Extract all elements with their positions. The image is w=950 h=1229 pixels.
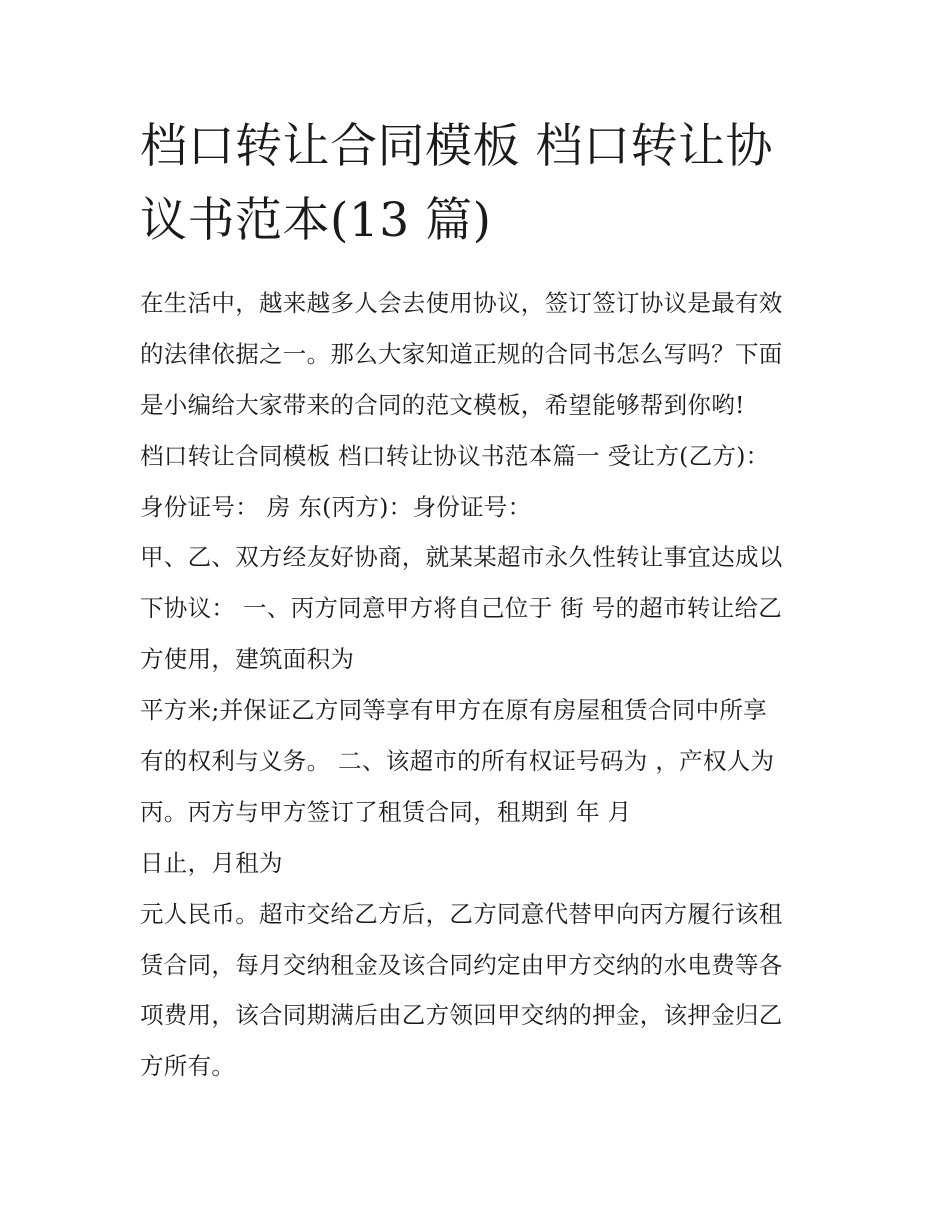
body-line: 是小编给大家带来的合同的范文模板，希望能够帮到你哟!: [140, 390, 745, 419]
body-line: 方所有。: [140, 1052, 236, 1081]
document-title: [140, 110, 820, 258]
title-line-2: 议书范本(13 篇): [140, 193, 492, 248]
body-line: 丙。丙方与甲方签订了租赁合同，租期到 年 月: [140, 797, 632, 826]
body-line: 方使用，建筑面积为: [140, 645, 355, 674]
body-line: 下协议： 一、丙方同意甲方将自己位于 街 号的超市转让给乙: [140, 594, 783, 623]
body-line: 档口转让合同模板 档口转让协议书范本篇一 受让方(乙方)：: [140, 441, 770, 470]
body-line: 日止，月租为: [140, 848, 283, 877]
body-line: 身份证号： 房 东(丙方)：身份证号：: [140, 492, 532, 521]
body-line: 赁合同，每月交纳租金及该合同约定由甲方交纳的水电费等各: [140, 950, 783, 979]
body-line: 项费用，该合同期满后由乙方领回甲交纳的押金，该押金归乙: [140, 1001, 783, 1030]
document-body: [140, 278, 830, 1092]
body-line: 甲、乙、双方经友好协商，就某某超市永久性转让事宜达成以: [140, 543, 783, 572]
body-line: 元人民币。超市交给乙方后，乙方同意代替甲向丙方履行该租: [140, 899, 783, 928]
body-line: 在生活中，越来越多人会去使用协议，签订签订协议是最有效: [140, 289, 783, 317]
body-line: 的法律依据之一。那么大家知道正规的合同书怎么写吗？下面: [140, 339, 783, 368]
body-line: 有的权利与义务。 二、该超市的所有权证号码为 ，产权人为: [140, 747, 775, 776]
body-line: 平方米;并保证乙方同等享有甲方在原有房屋租赁合同中所享: [140, 696, 768, 725]
title-line-1: 档口转让合同模板 档口转让协: [140, 119, 773, 174]
